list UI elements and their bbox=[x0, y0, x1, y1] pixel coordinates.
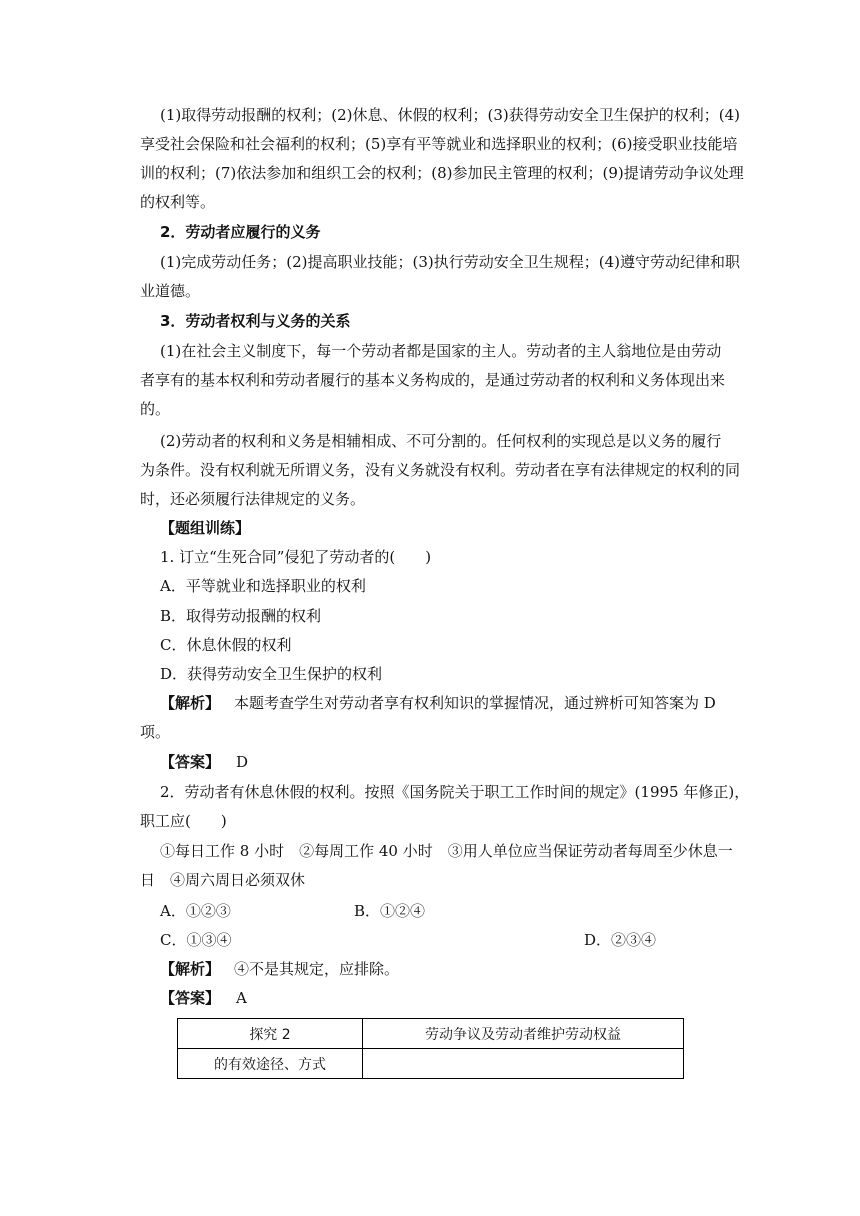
rights-line-1: (1)取得劳动报酬的权利；(2)休息、休假的权利；(3)获得劳动安全卫生保护的权利；(4) bbox=[160, 106, 740, 124]
rights-line-2: 享受社会保险和社会福利的权利；(5)享有平等就业和选择职业的权利；(6)接受职业技能培 bbox=[140, 135, 738, 153]
q1-analysis-line-2: 项。 bbox=[140, 723, 171, 741]
table-cell bbox=[363, 1049, 684, 1079]
q2-analysis-text: ④不是其规定，应排除。 bbox=[234, 960, 400, 978]
q2-option-a: A．①②③ bbox=[160, 902, 231, 920]
relation-p1-line-2: 者享有的基本权利和劳动者履行的基本义务构成的，是通过劳动者的权利和义务体现出来 bbox=[140, 371, 726, 389]
relation-p2-line-1: (2)劳动者的权利和义务是相辅相成、不可分割的。任何权利的实现总是以义务的履行 bbox=[160, 432, 722, 450]
q1-analysis-label: 【解析】 bbox=[160, 694, 221, 712]
q2-answer bbox=[160, 984, 247, 1013]
q2-items-line-1: ①每日工作 8 小时 ②每周工作 40 小时 ③用人单位应当保证劳动者每周至少休息一 bbox=[160, 842, 733, 860]
table-row bbox=[178, 1049, 684, 1079]
duties-heading: 2．劳动者应履行的义务 bbox=[160, 223, 321, 241]
q2-answer-label: 【答案】 bbox=[160, 989, 221, 1007]
q1-option-d: D．获得劳动安全卫生保护的权利 bbox=[160, 665, 383, 683]
q2-option-c: C．①③④ bbox=[160, 931, 232, 949]
relation-p2-line-2: 为条件。没有权利就无所谓义务，没有义务就没有权利。劳动者在享有法律规定的权利的同 bbox=[140, 461, 741, 479]
q1-answer bbox=[160, 748, 248, 777]
table-cell: 探究 2 bbox=[178, 1019, 363, 1049]
q1-stem: 1. 订立“生死合同”侵犯了劳动者的( ) bbox=[160, 548, 432, 566]
relation-p1-line-1: (1)在社会主义制度下，每一个劳动者都是国家的主人。劳动者的主人翁地位是由劳动 bbox=[160, 342, 722, 360]
q1-answer-value: D bbox=[236, 753, 249, 771]
relation-p1-line-3: 的。 bbox=[140, 400, 171, 418]
q2-stem-line-1: 2．劳动者有休息休假的权利。按照《国务院关于职工工作时间的规定》(1995 年修正)， bbox=[160, 783, 750, 801]
q1-answer-label: 【答案】 bbox=[160, 753, 221, 771]
practice-heading: 【题组训练】 bbox=[160, 519, 251, 537]
rights-line-4: 的权利等。 bbox=[140, 193, 216, 211]
q1-option-b: B．取得劳动报酬的权利 bbox=[160, 607, 322, 625]
explore-table bbox=[177, 1018, 684, 1079]
q2-option-b: B．①②④ bbox=[354, 902, 426, 920]
q2-analysis-label: 【解析】 bbox=[160, 960, 221, 978]
q2-answer-value: A bbox=[236, 989, 247, 1007]
q1-analysis-text: 本题考查学生对劳动者享有权利知识的掌握情况，通过辨析可知答案为 D bbox=[234, 694, 716, 712]
q1-analysis bbox=[160, 689, 716, 718]
relation-p2-line-3: 时，还必须履行法律规定的义务。 bbox=[140, 490, 366, 508]
relation-heading: 3．劳动者权利与义务的关系 bbox=[160, 312, 351, 330]
q2-items-line-2: 日 ④周六周日必须双休 bbox=[140, 871, 306, 889]
q1-option-a: A．平等就业和选择职业的权利 bbox=[160, 577, 366, 595]
q1-option-c: C．休息休假的权利 bbox=[160, 636, 292, 654]
table-row bbox=[178, 1019, 684, 1049]
rights-line-3: 训的权利；(7)依法参加和组织工会的权利；(8)参加民主管理的权利；(9)提请劳动争议处理 bbox=[140, 164, 744, 182]
q2-stem-line-2: 职工应( ) bbox=[140, 812, 227, 830]
duties-line-1: (1)完成劳动任务；(2)提高职业技能；(3)执行劳动安全卫生规程；(4)遵守劳动纪律和职 bbox=[160, 253, 740, 271]
table-cell: 劳动争议及劳动者维护劳动权益 bbox=[363, 1019, 684, 1049]
table-cell: 的有效途径、方式 bbox=[178, 1049, 363, 1079]
q2-option-d: D．②③④ bbox=[584, 931, 657, 949]
q2-analysis bbox=[160, 955, 399, 984]
duties-line-2: 业道德。 bbox=[140, 282, 201, 300]
